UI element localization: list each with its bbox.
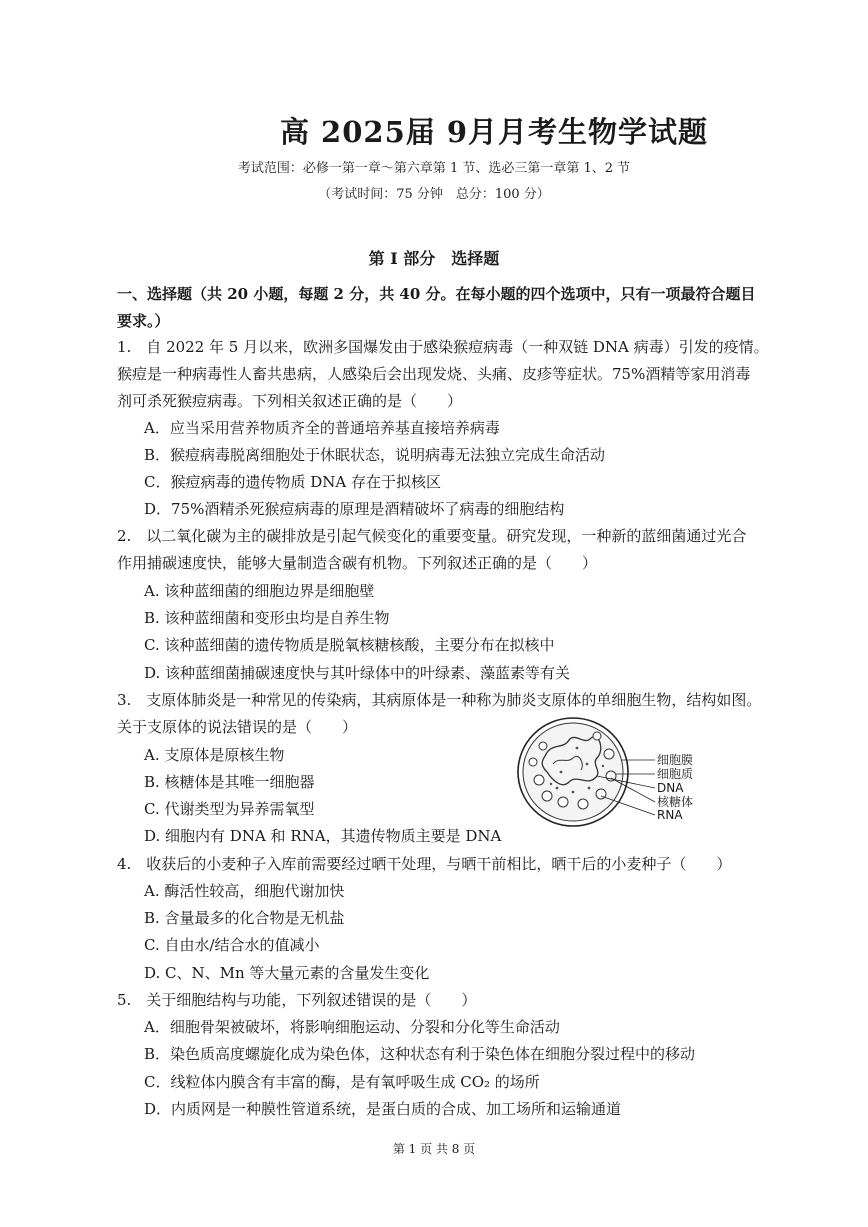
question-2-option-b: B. 该种蓝细菌和变形虫均是自养生物 [144,609,390,627]
question-1-stem-line-1: 1. 自 2022 年 5 月以来，欧洲多国爆发由于感染猴痘病毒（一种双链 DNA 病毒）引发的疫情。 [117,338,769,356]
question-1-stem-line-2: 猴痘是一种病毒性人畜共患病，人感染后会出现发烧、头痛、皮疹等症状。75%酒精等家用消毒 [117,365,751,383]
question-3-stem-line-1: 3. 支原体肺炎是一种常见的传染病，其病原体是一种称为肺炎支原体的单细胞生物，结构如图。 [117,691,762,709]
question-4-stem-line-1: 4. 收获后的小麦种子入库前需要经过晒干处理，与晒干前相比，晒干后的小麦种子（ ） [117,855,732,873]
question-1-option-b: B．猴痘病毒脱离细胞处于休眠状态，说明病毒无法独立完成生命活动 [144,446,606,464]
question-3-stem-line-2: 关于支原体的说法错误的是（ ） [117,718,358,736]
figure-label-rna: RNA [657,808,683,822]
question-4-option-d: D. C、N、Mn 等大量元素的含量发生变化 [144,964,430,982]
figure-label-ribosome: 核糖体 [657,795,694,809]
question-5-option-a: A．细胞骨架被破坏，将影响细胞运动、分裂和分化等生命活动 [144,1018,560,1036]
page-footer: 第 1 页 共 8 页 [392,1142,476,1156]
question-1-option-a: A．应当采用营养物质齐全的普通培养基直接培养病毒 [144,419,500,437]
figure-label-cytoplasm: 细胞质 [657,767,694,781]
question-2-stem-line-2: 作用捕碳速度快，能够大量制造含碳有机物。下列叙述正确的是（ ） [117,554,598,572]
question-5-option-d: D．内质网是一种膜性管道系统，是蛋白质的合成、加工场所和运输通道 [144,1100,622,1118]
question-4-option-c: C. 自由水/结合水的值减小 [144,936,320,954]
question-5-stem-line-1: 5. 关于细胞结构与功能，下列叙述错误的是（ ） [117,991,477,1009]
question-3-option-c: C. 代谢类型为异养需氧型 [144,800,315,818]
question-3-option-a: A. 支原体是原核生物 [144,746,285,764]
question-2-option-d: D. 该种蓝细菌捕碳速度快与其叶绿体中的叶绿素、藻蓝素等有关 [144,664,571,682]
question-4-option-b: B. 含量最多的化合物是无机盐 [144,909,345,927]
exam-title: 高 2025届 9月月考生物学试题 [279,115,709,149]
question-3-option-d: D. 细胞内有 DNA 和 RNA，其遗传物质主要是 DNA [144,827,502,845]
question-1-stem-line-3: 剂可杀死猴痘病毒。下列相关叙述正确的是（ ） [117,392,463,410]
question-1-option-c: C．猴痘病毒的遗传物质 DNA 存在于拟核区 [144,473,441,491]
section-instructions: 一、选择题（共 20 小题，每题 2 分，共 40 分。在每小题的四个选项中，只有一项最符合题目要求。） [117,285,756,330]
figure-label-cell-membrane: 细胞膜 [657,753,694,767]
question-4-option-a: A. 酶活性较高，细胞代谢加快 [144,882,345,900]
part-title: 第 I 部分 选择题 [368,249,500,268]
exam-time: （考试时间：75 分钟 总分：100 分） [318,187,550,202]
question-2-stem-line-1: 2. 以二氧化碳为主的碳排放是引起气候变化的重要变量。研究发现，一种新的蓝细菌通过光合 [117,527,747,545]
exam-scope: 考试范围：必修一第一章～第六章第 1 节、选必三第一章第 1、2 节 [237,161,631,176]
question-1-option-d: D．75%酒精杀死猴痘病毒的原理是酒精破坏了病毒的细胞结构 [144,500,565,518]
question-3-option-b: B. 核糖体是其唯一细胞器 [144,773,315,791]
question-5-option-c: C．线粒体内膜含有丰富的酶，是有氧呼吸生成 CO₂ 的场所 [144,1073,540,1091]
question-2-option-a: A. 该种蓝细菌的细胞边界是细胞壁 [144,582,375,600]
question-2-option-c: C. 该种蓝细菌的遗传物质是脱氧核糖核酸，主要分布在拟核中 [144,636,555,654]
question-5-option-b: B．染色质高度螺旋化成为染色体，这种状态有利于染色体在细胞分裂过程中的移动 [144,1045,696,1063]
mycoplasma-structure-figure [517,716,707,828]
figure-label-dna: DNA [657,781,684,795]
